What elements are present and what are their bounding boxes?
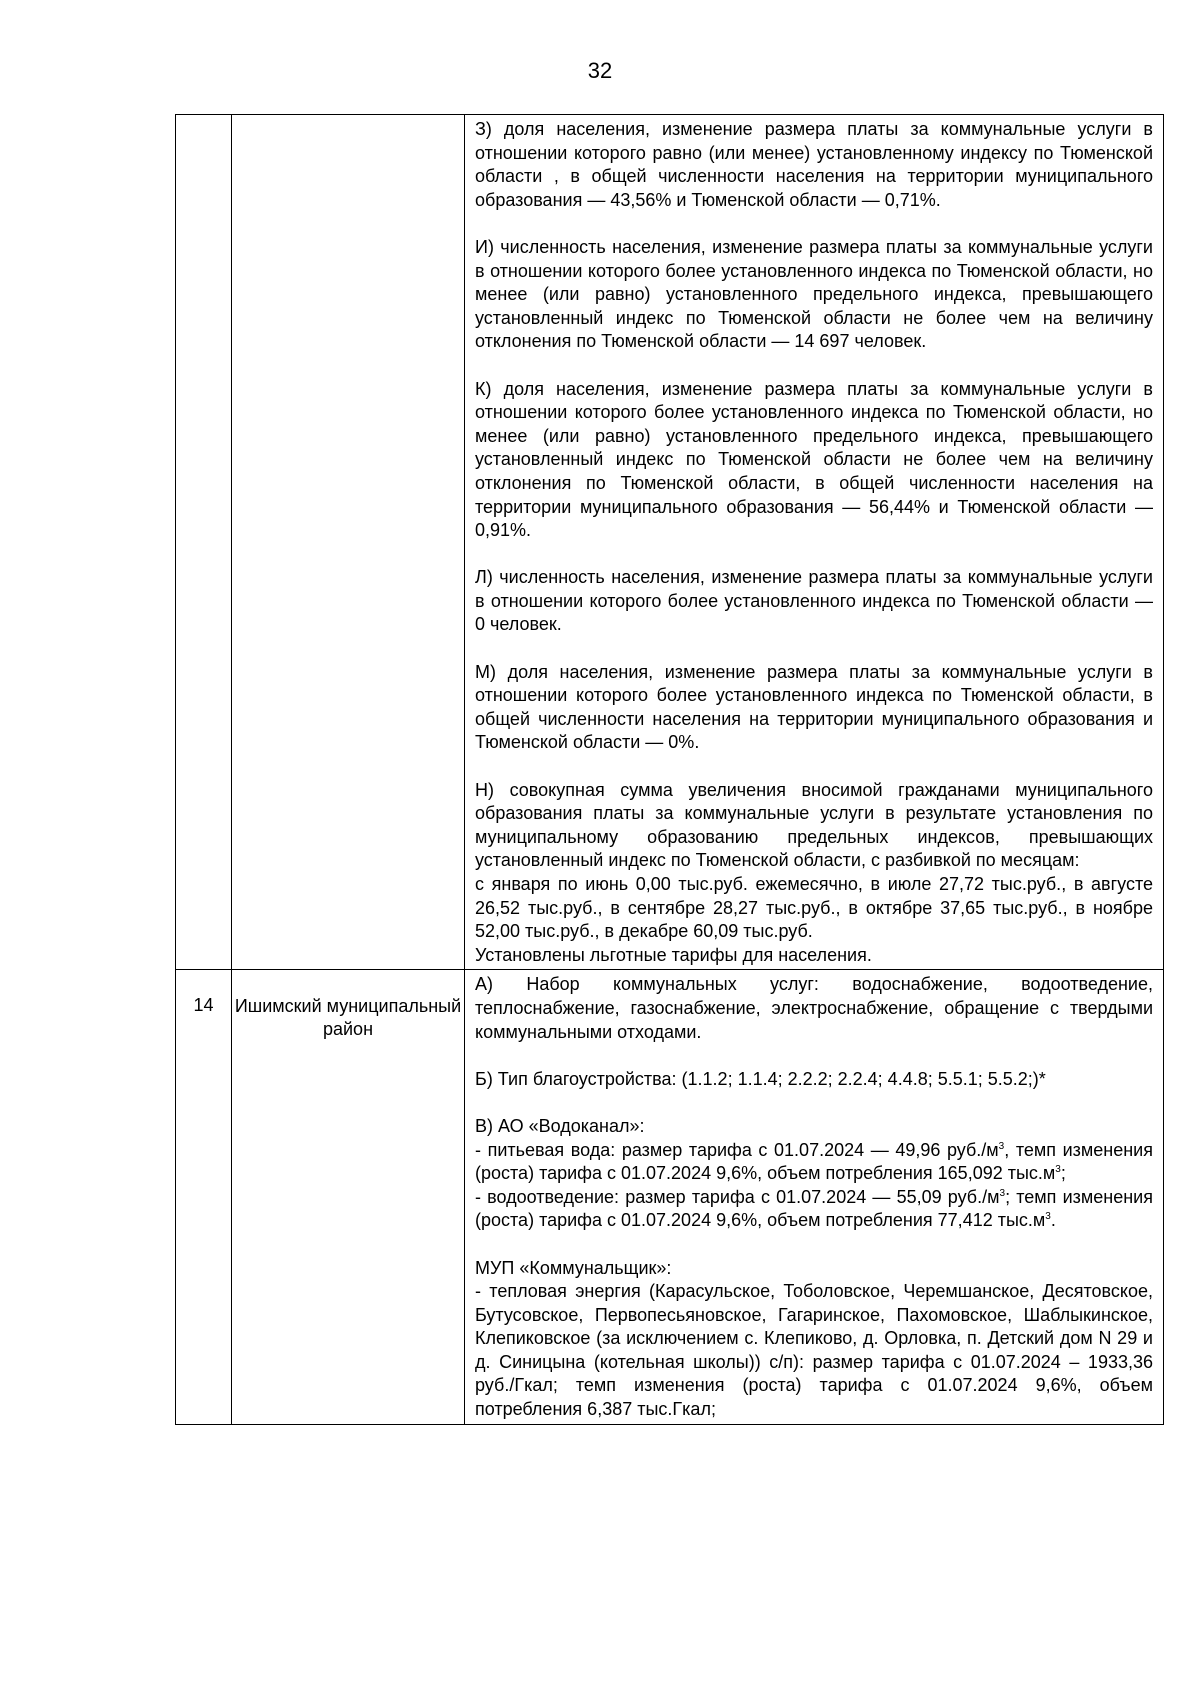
municipality-name: Ишимский муниципальный район	[232, 970, 465, 1424]
paragraph-n: Н) совокупная сумма увеличения вносимой гражданами муниципального образования платы за коммунальные услуги в результате установления по муниципальному образованию предельных индексов, превышающих установленный индекс по Тюменской области, с разбивкой по месяцам:	[475, 779, 1153, 871]
paragraph-mup-header: МУП «Коммунальщик»:	[475, 1257, 672, 1278]
paragraph-n-benefit: Установлены льготные тарифы для населения.	[475, 944, 872, 965]
tariff-table	[175, 114, 1164, 1425]
paragraph-v-header: В) АО «Водоканал»:	[475, 1115, 645, 1136]
row-number-cell-empty	[176, 115, 232, 970]
indicators-cell-14	[465, 970, 1164, 1424]
paragraph-i: И) численность населения, изменение размера платы за коммунальные услуги в отношении которого более установленного индекса по Тюменской области, но менее (или равно) установленного предельного индекса, превышающего установленный индекс по Тюменской области не более чем на величину отклонения по Тюменской области — 14 697 человек.	[475, 236, 1153, 352]
paragraph-heat: - тепловая энергия (Карасульское, Тоболовское, Черемшанское, Десятовское, Бутусовское, Первопесьяновское, Гагаринское, Пахомовское, Шаблыкинское, Клепиковское (за исключением с. Клепиково, д. Орловка, п. Детский дом N 29 и д. Синицына (котельная школы)) с/п): размер тарифа с 01.07.2024 – 1933,36 руб./Гкал; темп изменения (роста) тарифа с 01.07.2024 9,6%, объем потребления 6,387 тыс.Гкал;	[475, 1281, 1153, 1420]
paragraph-sewerage: - водоотведение: размер тарифа с 01.07.2024 — 55,09 $руб./м^3$; темп изменения (роста) тарифа с 01.07.2024 9,6%, объем потребления 77,412 $тыс.м^3$.	[475, 1186, 1153, 1231]
indicators-cell	[465, 115, 1164, 970]
paragraph-b: Б) Тип благоустройства: (1.1.2; 1.1.4; 2.2.2; 2.2.4; 4.4.8; 5.5.1; 5.5.2;)*	[475, 1068, 1046, 1089]
paragraph-l: Л) численность населения, изменение размера платы за коммунальные услуги в отношении которого более установленного индекса по Тюменской области — 0 человек.	[475, 567, 1153, 635]
paragraph-m: М) доля населения, изменение размера платы за коммунальные услуги в отношении которого более установленного индекса по Тюменской области, в общей численности населения на территории муниципального образования и Тюменской области — 0%.	[475, 661, 1153, 753]
paragraph-n-monthly: с января по июнь 0,00 тыс.руб. ежемесячно, в июле 27,72 тыс.руб., в августе 26,52 тыс.руб., в сентябре 28,27 тыс.руб., в октябре 37,65 тыс.руб., в ноябре 52,00 тыс.руб., в декабре 60,09 тыс.руб.	[475, 874, 1153, 942]
paragraph-k: К) доля населения, изменение размера платы за коммунальные услуги в отношении которого более установленного индекса по Тюменской области, но менее (или равно) установленного предельного индекса, превышающего установленный индекс по Тюменской области не более чем на величину отклонения по Тюменской области, в общей численности населения на территории муниципального образования — 56,44% и Тюменской области — 0,91%.	[475, 378, 1153, 541]
row-number: 14	[176, 970, 232, 1424]
paragraph-drinking-water: - питьевая вода: размер тарифа с 01.07.2024 — 49,96 $руб./м^3$, темп изменения (роста) тарифа с 01.07.2024 9,6%, объем потребления 165,092 $тыс.м^3$;	[475, 1139, 1153, 1184]
table-row-continued	[176, 115, 1164, 970]
paragraph-a: А) Набор коммунальных услуг: водоснабжение, водоотведение, теплоснабжение, газоснабжение, электроснабжение, обращение с твердыми коммунальными отходами.	[475, 974, 1153, 1042]
municipality-cell-empty	[232, 115, 465, 970]
table-row-14	[176, 970, 1164, 1424]
paragraph-z: З) доля населения, изменение размера платы за коммунальные услуги в отношении которого равно (или менее) установленному индексу по Тюменской области , в общей численности населения на территории муниципального образования — 43,56% и Тюменской области — 0,71%.	[475, 119, 1153, 210]
page-number: 32	[587, 58, 613, 83]
